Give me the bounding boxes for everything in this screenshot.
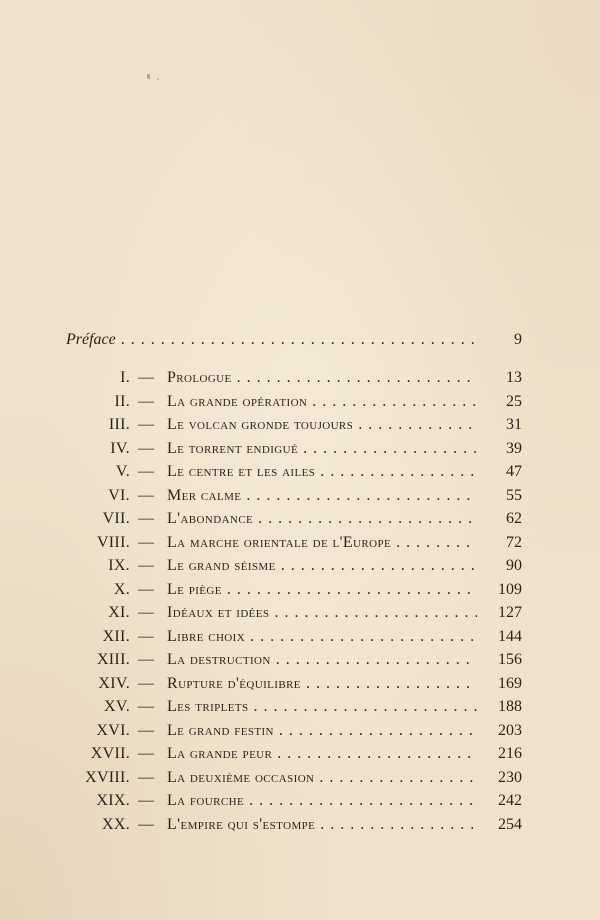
chapter-page-number: 72 xyxy=(506,533,522,551)
toc-row xyxy=(0,390,600,414)
chapter-number: V. xyxy=(115,463,130,480)
chapter-title: La marche orientale de l'Europe . . . xyxy=(167,531,477,555)
toc-row xyxy=(0,625,600,649)
chapter-page-number: 55 xyxy=(506,486,522,504)
chapter-dash: — xyxy=(138,557,154,574)
toc-row xyxy=(0,507,600,531)
chapter-number: I. xyxy=(120,369,130,386)
chapter-dash: — xyxy=(138,651,154,668)
toc-row xyxy=(0,742,600,766)
toc-row xyxy=(0,672,600,696)
chapter-page-number: 156 xyxy=(498,651,522,668)
chapter-dash: — xyxy=(138,627,154,645)
toc-row-preface xyxy=(0,328,600,352)
chapter-dash: — xyxy=(138,439,154,457)
chapter-dash: — xyxy=(138,815,154,833)
chapter-title: Mer calme . . . xyxy=(167,484,477,508)
toc-row xyxy=(0,648,600,672)
preface-page-number: 9 xyxy=(514,331,522,348)
chapter-number: XII. xyxy=(102,627,130,645)
chapter-page-number: 216 xyxy=(498,745,522,762)
chapter-title: L'empire qui s'estompe . . . xyxy=(167,813,477,837)
chapter-title: La fourche . . . xyxy=(167,789,477,813)
chapter-page-number: 39 xyxy=(506,439,522,457)
toc-row xyxy=(0,766,600,790)
chapter-number: VI. xyxy=(108,486,130,504)
chapter-number: IV. xyxy=(110,439,130,457)
chapter-dash: — xyxy=(138,369,154,386)
chapter-title: Le torrent endigué . . . xyxy=(167,437,477,461)
chapter-page-number: 188 xyxy=(498,698,522,715)
chapter-dash: — xyxy=(138,392,154,410)
chapter-number: XVII. xyxy=(90,745,130,762)
toc-row xyxy=(0,460,600,484)
chapter-title: Libre choix . . . xyxy=(167,625,477,649)
chapter-page-number: 169 xyxy=(498,674,522,692)
toc-row xyxy=(0,578,600,602)
chapter-dash: — xyxy=(138,604,154,621)
chapter-number: XIV. xyxy=(98,674,130,692)
toc-row xyxy=(0,437,600,461)
paper-blemish xyxy=(157,78,159,80)
chapter-number: XIX. xyxy=(96,792,130,809)
chapter-dash: — xyxy=(138,486,154,504)
chapter-page-number: 203 xyxy=(498,721,522,739)
chapter-dash: — xyxy=(138,745,154,762)
chapter-title: Les triplets . . . xyxy=(167,695,477,719)
toc-row xyxy=(0,554,600,578)
chapter-title: Le piège . . . xyxy=(167,578,477,602)
chapter-number: XX. xyxy=(101,815,130,833)
toc-row xyxy=(0,789,600,813)
chapter-title: Rupture d'équilibre . . . xyxy=(167,672,477,696)
chapter-page-number: 109 xyxy=(498,580,522,598)
preface-label: Préface . . . xyxy=(66,328,476,352)
chapter-number: XV. xyxy=(104,698,130,715)
chapter-dash: — xyxy=(138,674,154,692)
chapter-dash: — xyxy=(138,721,154,739)
chapter-dash: — xyxy=(138,510,154,527)
chapter-title: L'abondance . . . xyxy=(167,507,477,531)
chapter-dash: — xyxy=(138,698,154,715)
chapter-dash: — xyxy=(138,792,154,809)
chapter-page-number: 31 xyxy=(506,416,522,433)
chapter-number: VII. xyxy=(102,510,130,527)
chapter-page-number: 254 xyxy=(498,815,522,833)
chapter-number: II. xyxy=(114,392,130,410)
chapter-title: La grande opération . . . xyxy=(167,390,477,414)
toc-row xyxy=(0,484,600,508)
chapter-title: Prologue . . . xyxy=(167,366,477,390)
chapter-dash: — xyxy=(138,768,154,786)
chapter-page-number: 127 xyxy=(498,604,522,621)
paper-blemish xyxy=(147,74,150,79)
chapter-title: Le grand festin . . . xyxy=(167,719,477,743)
chapter-number: XI. xyxy=(108,604,130,621)
chapter-page-number: 13 xyxy=(506,369,522,386)
chapter-dash: — xyxy=(138,463,154,480)
chapter-page-number: 47 xyxy=(506,463,522,480)
chapter-number: III. xyxy=(108,416,130,433)
chapter-page-number: 25 xyxy=(506,392,522,410)
chapter-dash: — xyxy=(138,533,154,551)
chapter-title: La grande peur . . . xyxy=(167,742,477,766)
chapter-page-number: 144 xyxy=(498,627,522,645)
chapter-page-number: 62 xyxy=(506,510,522,527)
chapter-number: IX. xyxy=(108,557,130,574)
toc-row xyxy=(0,366,600,390)
chapter-title: Le centre et les ailes . . . xyxy=(167,460,477,484)
chapter-page-number: 230 xyxy=(498,768,522,786)
chapter-number: XVI. xyxy=(96,721,130,739)
chapter-title: La deuxième occasion . . . xyxy=(167,766,477,790)
chapter-number: X. xyxy=(113,580,130,598)
toc-row xyxy=(0,813,600,837)
toc-row xyxy=(0,695,600,719)
chapter-page-number: 242 xyxy=(498,792,522,809)
toc-row xyxy=(0,601,600,625)
chapter-number: XIII. xyxy=(96,651,130,668)
toc-row xyxy=(0,719,600,743)
chapter-title: Idéaux et idées . . . xyxy=(167,601,477,625)
chapter-title: Le volcan gronde toujours . . . xyxy=(167,413,477,437)
chapter-dash: — xyxy=(138,416,154,433)
chapter-title: La destruction . . . xyxy=(167,648,477,672)
chapter-number: VIII. xyxy=(96,533,130,551)
chapter-page-number: 90 xyxy=(506,557,522,574)
toc-row xyxy=(0,531,600,555)
chapter-number: XVIII. xyxy=(85,768,130,786)
chapter-title: Le grand séisme . . . xyxy=(167,554,477,578)
chapter-dash: — xyxy=(138,580,154,598)
toc-row xyxy=(0,413,600,437)
